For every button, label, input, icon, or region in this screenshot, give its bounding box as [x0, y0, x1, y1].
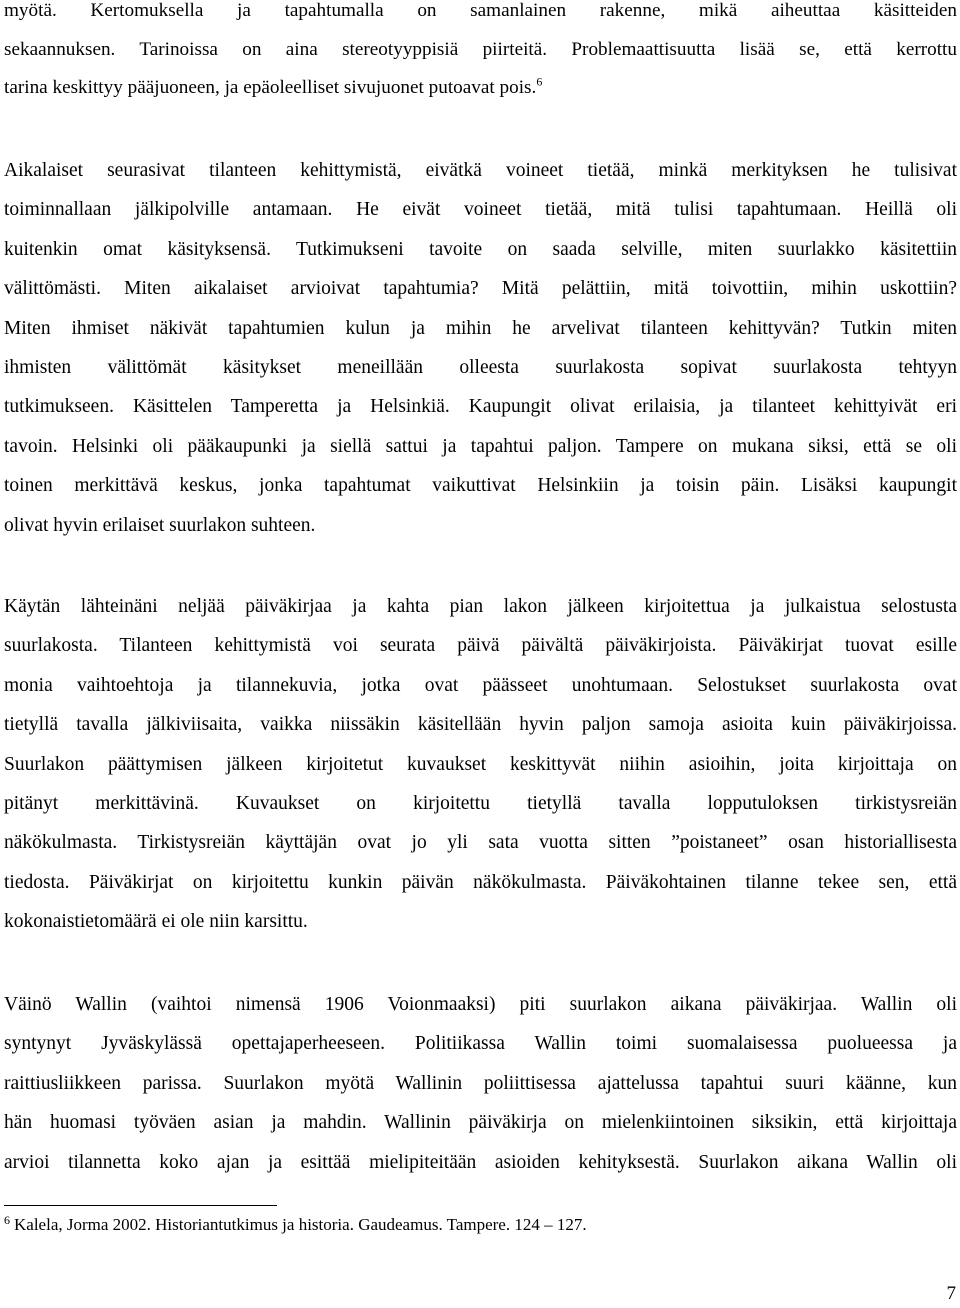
text-line: näkökulmasta. Tirkistysreiän käyttäjän ovat jo yli sata vuotta sitten ”poistaneet” osan historiallisesta: [4, 832, 957, 854]
text-line: tavoin. Helsinki oli pääkaupunki ja siellä sattui ja tapahtui paljon. Tampere on mukana siksi, että se oli: [4, 435, 957, 457]
text-line: pitänyt merkittävinä. Kuvaukset on kirjoitettu tietyllä tavalla lopputuloksen tirkistysreiän: [4, 792, 957, 814]
text-line: sekaannuksen. Tarinoissa on aina stereotyyppisiä piirteitä. Problemaattisuutta lisää se, että kerrottu: [4, 38, 957, 60]
text-line: välittömästi. Miten aikalaiset arvioivat tapahtumia? Mitä pelättiin, mitä toivottiin, mihin uskottiin?: [4, 278, 957, 300]
paragraph-sources: [4, 587, 957, 942]
paragraph-research-aim: [4, 151, 957, 545]
page-number: 7: [946, 1283, 956, 1304]
paragraph-wallin: [4, 985, 957, 1182]
text-line: Käytän lähteinäni neljää päiväkirjaa ja kahta pian lakon jälkeen kirjoitettua ja julkaistua selostusta: [4, 596, 957, 617]
text-line-content: tarina keskittyy pääjuoneen, ja epäoleelliset sivujuonet putoavat pois.: [4, 77, 537, 99]
footnote-text: Kalela, Jorma 2002. Historiantutkimus ja historia. Gaudeamus. Tampere. 124 – 127.: [14, 1215, 587, 1234]
text-line: Miten ihmiset näkivät tapahtumien kulun ja mihin he arvelivat tilanteen kehittyvän? Tutkin miten: [4, 317, 957, 339]
text-line: hän huomasi työväen asian ja mahdin. Wallinin päiväkirja on mielenkiintoinen siksikin, että kirjoittaja: [4, 1112, 957, 1134]
text-line: tutkimukseen. Käsittelen Tamperetta ja Helsinkiä. Kaupungit olivat erilaisia, ja tilanteet kehittyivät eri: [4, 396, 957, 418]
paragraph-intro: [4, 0, 957, 108]
text-line: olivat hyvin erilaiset suurlakon suhteen.: [4, 514, 316, 536]
text-line: tietyllä tavalla jälkiviisaita, vaikka niissäkin käsitellään hyvin paljon samoja asioita kuin päiväkirjoissa.: [4, 714, 957, 736]
text-line: syntynyt Jyväskylässä opettajaperheeseen. Politiikassa Wallin toimi suomalaisessa puolueessa ja: [4, 1033, 957, 1055]
footnote: [4, 1213, 587, 1237]
text-line: Suurlakon päättymisen jälkeen kirjoitetut kuvaukset keskittyvät niihin asioihin, joita kirjoittaja on: [4, 753, 957, 775]
text-line: kuitenkin omat käsityksensä. Tutkimukseni tavoite on saada selville, miten suurlakko käsitettiin: [4, 238, 957, 260]
text-line: raittiusliikkeen parissa. Suurlakon myötä Wallinin poliittisessa ajattelussa tapahtui suuri käänne, kun: [4, 1072, 957, 1094]
text-line: monia vaihtoehtoja ja tilannekuvia, jotka ovat päässeet unohtumaan. Selostukset suurlakosta ovat: [4, 674, 957, 696]
footnote-marker: 6: [4, 1213, 10, 1227]
footnote-divider: [4, 1205, 277, 1206]
text-line: [4, 69, 957, 108]
text-line: Aikalaiset seurasivat tilanteen kehittymistä, eivätkä voineet tietää, minkä merkityksen he tulisivat: [4, 160, 957, 181]
text-line: Väinö Wallin (vaihtoi nimensä 1906 Voionmaaksi) piti suurlakon aikana päiväkirjaa. Wallin oli: [4, 994, 957, 1015]
text-line: suurlakosta. Tilanteen kehittymistä voi seurata päivä päivältä päiväkirjoista. Päiväkirjat tuovat esille: [4, 635, 957, 657]
footnote-reference: 6: [536, 74, 543, 89]
text-line: toiminnallaan jälkipolville antamaan. He eivät voineet tietää, mitä tulisi tapahtumaan. Heillä oli: [4, 199, 957, 221]
text-line: tiedosta. Päiväkirjat on kirjoitettu kunkin päivän näkökulmasta. Päiväkohtainen tilanne tekee sen, että: [4, 871, 957, 893]
text-line: toinen merkittävä keskus, jonka tapahtumat vaikuttivat Helsinkiin ja toisin päin. Lisäksi kaupungit: [4, 475, 957, 497]
text-line: ihmisten välittömät käsitykset meneillään olleesta suurlakosta sopivat suurlakosta tehtyyn: [4, 356, 957, 378]
text-line: myötä. Kertomuksella ja tapahtumalla on samanlainen rakenne, mikä aiheuttaa käsitteiden: [4, 0, 957, 21]
text-line: arvioi tilannetta koko ajan ja esittää mielipiteitään asioiden kehityksestä. Suurlakon aikana Wallin oli: [4, 1151, 957, 1173]
text-line: kokonaistietomäärä ei ole niin karsittu.: [4, 911, 308, 933]
